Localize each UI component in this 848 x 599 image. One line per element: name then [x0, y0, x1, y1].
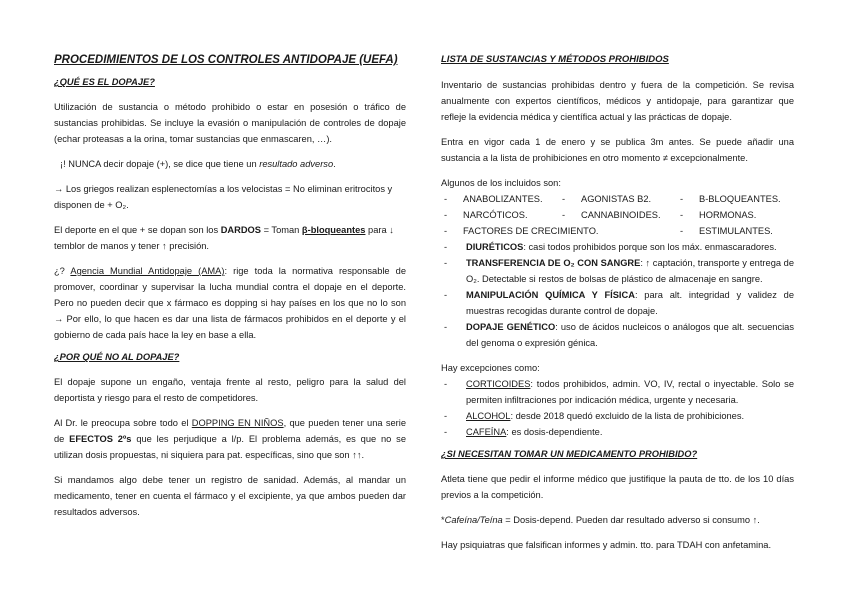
paragraph-ama: ¿? Agencia Mundial Antidopaje (AMA): rige toda la normativa responsable de promover, coordinar y supervisar la lucha mundial contra el dopaje en el deporte. Pero no pueden decir que x fármaco es dopping si hay países en los que no lo son → Por ello, lo que hacen es dar una lista de fármacos prohibidos en el deporte y el gobierno de cada país hace la ley en base a ella.	[54, 266, 406, 340]
list-item: - AGONISTAS B2.	[559, 191, 677, 207]
list-item-manipulacion: - MANIPULACIÓN QUÍMICA Y FÍSICA: para alt. integridad y validez de muestras recogidas durante control de dopaje.	[441, 287, 794, 319]
paragraph-psiquiatras: Hay psiquiatras que falsifican informes y admin. tto. para TDAH con anfetamina.	[441, 540, 772, 550]
paragraph-ninos: Al Dr. le preocupa sobre todo el DOPPING EN NIÑOS, que pueden tener una serie de EFECTOS 2ºs que les perjudique a l/p. El problema además, es que no se utilizan dosis propuestas, ni siquiera para pat. específicas, sino que son ↑↑.	[54, 418, 406, 460]
paragraph-cafeina-nota: *Cafeína/Teína = Dosis-depend. Pueden dar resultado adverso si consumo ↑.	[441, 515, 760, 525]
list-item: - NARCÓTICOS.	[441, 207, 559, 223]
paragraph-incluidos: Algunos de los incluidos son:	[441, 178, 561, 188]
list-item-alcohol: - ALCOHOL: desde 2018 quedó excluido de la lista de prohibiciones.	[441, 408, 794, 424]
paragraph-warning: ¡! NUNCA decir dopaje (+), se dice que tiene un resultado adverso.	[60, 159, 336, 169]
list-item-corticoides: - CORTICOIDES: todos prohibidos, admin. VO, IV, rectal o inyectable. Solo se permiten infiltraciones por indicación médica, urgente y necesaria.	[441, 376, 794, 408]
list-item: - ESTIMULANTES.	[677, 223, 794, 239]
paragraph-inventario: Inventario de sustancias prohibidas dentro y fuera de la competición. Se revisa anualmente con expertos científicos, médicos y antidopaje, para garantizar que refleje la evidencia médica y científica actual y las prácticas de dopaje.	[441, 80, 794, 122]
list-item: - HORMONAS.	[677, 207, 794, 223]
heading-medicamento-prohibido: ¿SI NECESITAN TOMAR UN MEDICAMENTO PROHIBIDO?	[441, 449, 698, 459]
heading-por-que-no: ¿POR QUÉ NO AL DOPAJE?	[54, 352, 180, 362]
paragraph-engano: El dopaje supone un engaño, ventaja frente al resto, peligro para la salud del deportista y riesgo para el resto de competidores.	[54, 377, 406, 403]
list-item: - B-BLOQUEANTES.	[677, 191, 794, 207]
paragraph-excepciones: Hay excepciones como:	[441, 363, 540, 373]
list-item: - FACTORES DE CRECIMIENTO.	[441, 223, 677, 239]
document-title: PROCEDIMIENTOS DE LOS CONTROLES ANTIDOPAJE (UEFA)	[54, 54, 398, 66]
list-item: - CANNABINOIDES.	[559, 207, 677, 223]
list-item-cafeina: - CAFEÍNA: es dosis-dependiente.	[441, 424, 794, 440]
paragraph-registro: Si mandamos algo debe tener un registro de sanidad. Además, al mandar un medicamento, tener en cuenta el fármaco y el excipiente, ya que ambos pueden dar resultados adversos.	[54, 475, 406, 517]
substances-grid	[441, 191, 794, 239]
heading-que-es-dopaje: ¿QUÉ ES EL DOPAJE?	[54, 77, 155, 87]
list-item: - ANABOLIZANTES.	[441, 191, 559, 207]
left-column	[54, 52, 406, 520]
paragraph-dardos: El deporte en el que + se dopan son los DARDOS = Toman β-bloqueantes para ↓ temblor de manos y tener ↑ precisión.	[54, 225, 394, 251]
list-item-transferencia: - TRANSFERENCIA DE O₂ CON SANGRE: ↑ captación, transporte y entrega de O₂. Detectable si restos de bolsas de plástico de almacenaje en sangre.	[441, 255, 794, 287]
right-column	[441, 52, 794, 553]
list-item-diureticos: - DIURÉTICOS: casi todos prohibidos porque son los máx. enmascaradores.	[441, 239, 794, 255]
paragraph-informe: Atleta tiene que pedir el informe médico que justifique la pauta de tto. de los 10 días previos a la competición.	[441, 474, 794, 500]
heading-lista: LISTA DE SUSTANCIAS Y MÉTODOS PROHIBIDOS	[441, 54, 669, 65]
paragraph-definition: Utilización de sustancia o método prohibido o estar en posesión o tráfico de sustancias prohibidas. Se incluye la evasión o manipulación de controles de dopaje (echar proteasas a la orina, tomar sustancias que enmascaren, …).	[54, 102, 406, 144]
paragraph-griegos: → Los griegos realizan esplenectomías a los velocistas = No eliminan eritrocitos y disponen de + O₂.	[54, 184, 393, 210]
list-item-dopaje-genetico: - DOPAJE GENÉTICO: uso de ácidos nucleicos o análogos que alt. secuencias del genoma o expresión génica.	[441, 319, 794, 351]
paragraph-vigor: Entra en vigor cada 1 de enero y se publica 3m antes. Se puede añadir una sustancia a la lista de prohibiciones en otro momento ≠ excepcionalmente.	[441, 137, 794, 163]
